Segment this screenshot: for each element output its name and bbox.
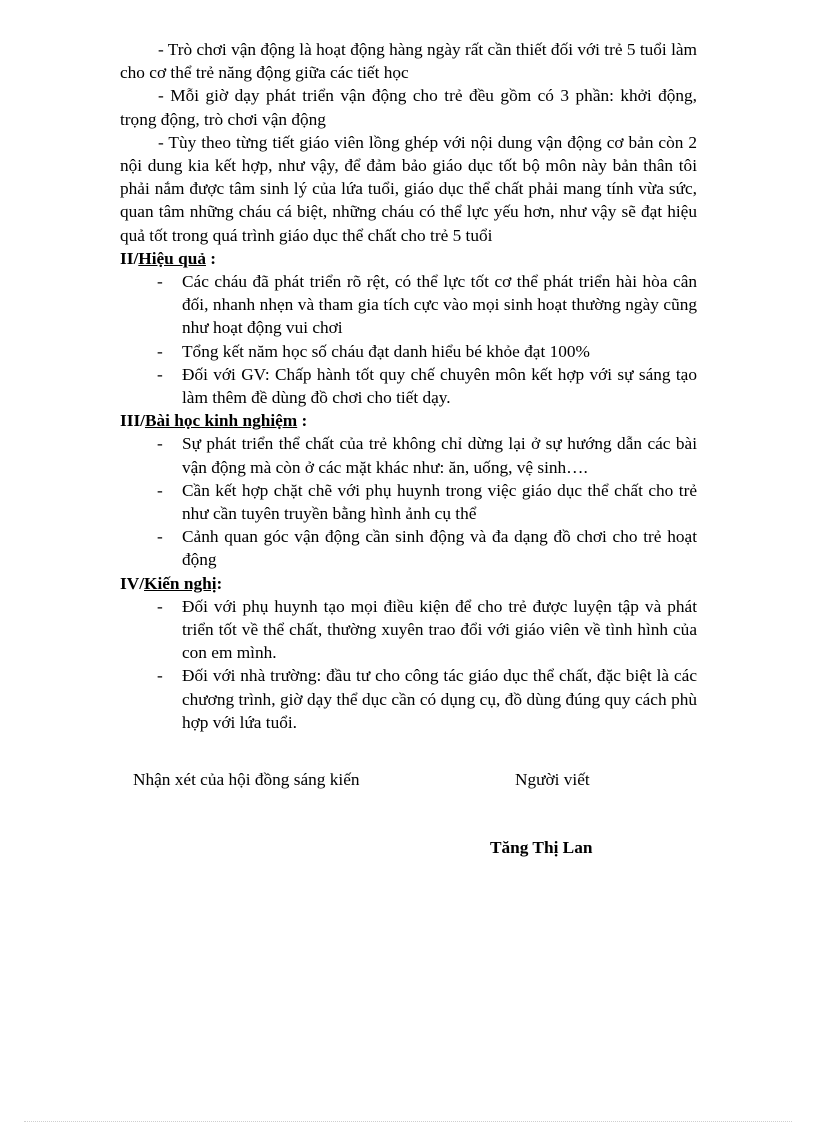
list-item: - Đối với nhà trường: đầu tư cho công tác giáo dục thể chất, đặc biệt là các chương trình, giờ dạy thể dục cần có dụng cụ, đồ dùng đúng quy cách phù hợp với lứa tuổi. — [182, 664, 697, 734]
intro-paragraph-2: - Mỗi giờ dạy phát triển vận động cho trẻ đều gồm có 3 phần: khởi động, trọng động, trò chơi vận động — [120, 86, 697, 129]
document-body — [120, 38, 697, 734]
section-heading-lessons — [120, 409, 697, 432]
section-title: Hiệu quả — [138, 248, 206, 268]
section-prefix: IV/ — [120, 573, 145, 593]
section-prefix: II/ — [120, 248, 139, 268]
list-item: - Cần kết hợp chặt chẽ với phụ huynh trong việc giáo dục thể chất cho trẻ như cần tuyên truyền bằng hình ảnh cụ thể — [182, 479, 697, 525]
council-comment-label: Nhận xét của hội đồng sáng kiến — [133, 770, 360, 789]
list-item: - Cảnh quan góc vận động cần sinh động và đa dạng đồ chơi cho trẻ hoạt động — [182, 525, 697, 571]
list-item: - Tổng kết năm học số cháu đạt danh hiểu bé khỏe đạt 100% — [182, 340, 697, 363]
section-prefix: III/ — [120, 411, 145, 431]
section-heading-recommendations — [120, 572, 697, 595]
list-item: - Đối với phụ huynh tạo mọi điều kiện để cho trẻ được luyện tập và phát triển tốt về thể chất, thường xuyên trao đổi với giáo viên về tình hình của con em mình. — [182, 595, 697, 665]
recommendations-list — [120, 595, 697, 734]
writer-label: Người viết — [515, 770, 590, 789]
list-item: - Đối với GV: Chấp hành tốt quy chế chuyên môn kết hợp với sự sáng tạo làm thêm đề dùng đồ chơi cho tiết dạy. — [182, 363, 697, 409]
writer-name: Tăng Thị Lan — [490, 838, 593, 857]
section-suffix: : — [205, 248, 217, 268]
effectiveness-list — [120, 270, 697, 409]
list-item: - Các cháu đã phát triển rõ rệt, có thể lực tốt cơ thể phát triển hài hòa cân đối, nhanh nhẹn và tham gia tích cực vào mọi sinh hoạt thường ngày cũng như hoạt động vui chơi — [182, 270, 697, 340]
lessons-list — [120, 432, 697, 571]
section-title: Kiến nghị — [144, 573, 217, 593]
section-heading-effectiveness — [120, 247, 697, 270]
intro-paragraph-3: - Tùy theo từng tiết giáo viên lồng ghép với nội dung vận động cơ bản còn 2 nội dung kia kết hợp, như vậy, để đảm bảo giáo dục tốt bộ môn này bản thân tôi phải nắm được tâm sinh lý của lứa tuổi, giáo dục thể chất phải mang tính vừa sức, quan tâm những cháu cá biệt, những cháu có thể lực yếu hơn, như vậy sẽ đạt hiệu quả tốt trong quá trình giáo dục thể chất cho trẻ 5 tuổi — [120, 132, 697, 245]
section-suffix: : — [216, 573, 223, 593]
page-bottom-divider — [24, 1121, 792, 1122]
intro-paragraph-1: - Trò chơi vận động là hoạt động hàng ngày rất cần thiết đối với trẻ 5 tuổi làm cho cơ thể trẻ năng động giữa các tiết học — [120, 40, 697, 83]
section-suffix: : — [297, 411, 308, 431]
section-title: Bài học kinh nghiệm — [144, 411, 298, 431]
list-item: - Sự phát triển thể chất của trẻ không chỉ dừng lại ở sự hướng dẫn các bài vận động mà còn ở các mặt khác như: ăn, uống, vệ sinh…. — [182, 432, 697, 478]
